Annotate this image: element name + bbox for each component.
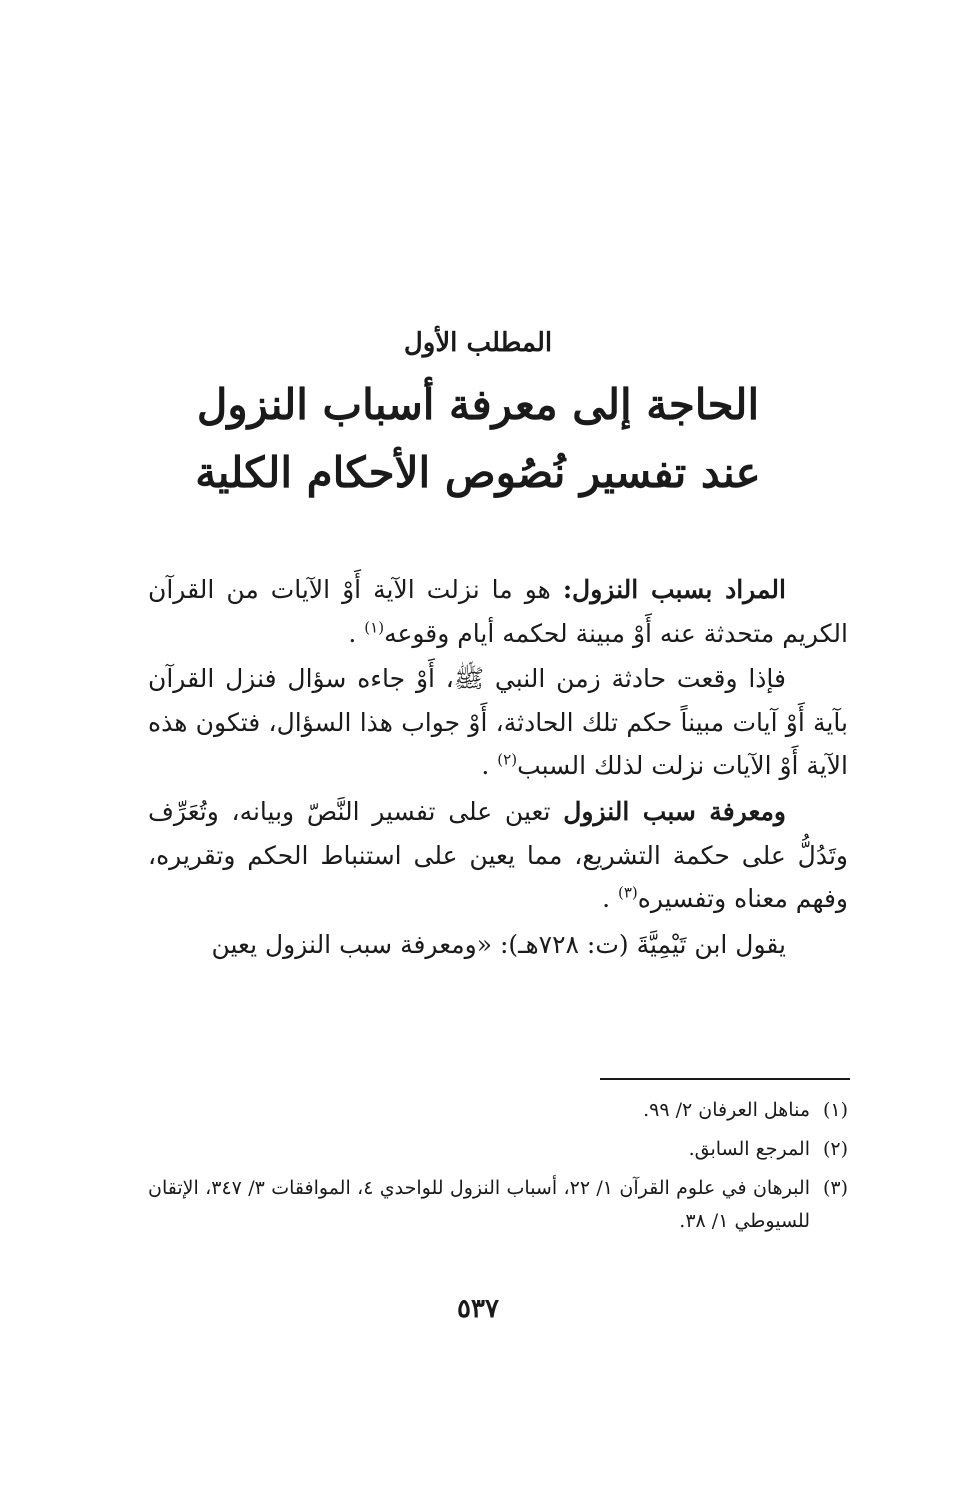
footnote-number: (١) [822, 1099, 848, 1121]
title-line-2: عند تفسير نُصُوص الأحكام الكلية [195, 448, 761, 497]
paragraph-text: هو ما نزلت الآية أَوْ الآيات من القرآن الكريم متحدثة عنه أَوْ مبينة لحكمه أيام وقوعه [148, 575, 848, 648]
paragraph-text: يقول ابن تَيْمِيَّةَ (ت: ٧٢٨هـ): «ومعرفة سبب النزول يعين [211, 929, 786, 959]
footnotes [148, 1094, 848, 1244]
footnote-divider [600, 1078, 850, 1080]
footnote-3 [148, 1172, 848, 1238]
footnote-ref: (٢) [497, 751, 518, 770]
footnote-number: (٢) [822, 1138, 848, 1160]
footnote-ref: (٣) [618, 883, 638, 902]
paragraph-tail: . [481, 751, 498, 781]
footnote-2 [148, 1133, 848, 1166]
paragraph-tail: . [602, 884, 618, 914]
footnote-ref: (١) [364, 618, 385, 637]
paragraph-2 [148, 657, 848, 788]
footnote-text: مناهل العرفان ٢/ ٩٩. [643, 1099, 810, 1121]
paragraph-3 [148, 790, 848, 921]
footnote-number: (٣) [822, 1177, 848, 1199]
paragraph-lead: المراد بسبب النزول: [562, 575, 786, 604]
paragraph-text: تعين على تفسير النَّصّ وبيانه، وتُعَرِّف وتَدُلُّ على حكمة التشريع، مما يعين على استنباط الحكم وتقريره، وفهم معناه وتفسيره [148, 796, 848, 914]
paragraph-lead: ومعرفة سبب النزول [563, 796, 786, 826]
footnote-text: المرجع السابق. [688, 1138, 810, 1160]
page-number: ٥٣٧ [457, 1294, 499, 1324]
paragraph-text: فإذا وقعت حادثة زمن النبي ﷺ، أَوْ جاءه سؤال فنزل القرآن بآية أَوْ آيات مبيناً حكم تلك الحادثة، أَوْ جواب هذا السؤال، فتكون هذه الآية أَوْ الآيات نزلت لذلك السبب [148, 664, 848, 781]
paragraph-tail: . [348, 618, 365, 648]
body-text [148, 568, 848, 968]
footnote-text: البرهان في علوم القرآن ١/ ٢٢، أسباب النزول للواحدي ٤، الموافقات ٣/ ٣٤٧، الإتقان للسيوطي ١/ ٣٨. [148, 1177, 810, 1232]
footnote-1 [148, 1094, 848, 1127]
title-line-1: الحاجة إلى معرفة أسباب النزول [196, 380, 760, 429]
paragraph-1 [148, 568, 848, 655]
section-label: المطلب الأول [403, 328, 553, 358]
paragraph-4 [148, 923, 848, 967]
